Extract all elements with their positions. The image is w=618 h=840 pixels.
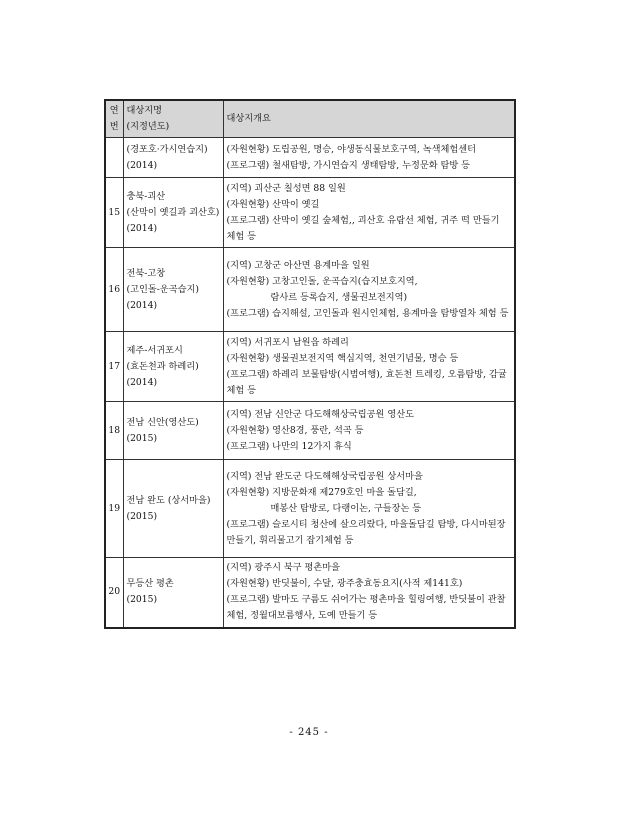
summary-line: (자원현황) 영산8경, 풍란, 석곡 등 xyxy=(226,424,364,436)
site-line: 무등산 평촌 xyxy=(126,578,174,590)
site-line: (고인돌-운곡습지) xyxy=(126,283,199,295)
summary-line: 람사르 등록습지, 생물권보전지역) xyxy=(270,291,408,303)
site-table xyxy=(104,99,516,629)
header-site-name xyxy=(123,100,223,138)
page-number: - 245 - xyxy=(289,727,329,738)
summary-cell xyxy=(223,402,515,460)
site-line: (경포호·가시연습지) xyxy=(126,143,208,155)
row-number: 19 xyxy=(105,460,123,558)
site-line: (산막이 옛길과 괴산호) xyxy=(126,206,220,218)
header-summary-label: 대상지개요 xyxy=(226,113,271,124)
row-number: 16 xyxy=(105,248,123,332)
site-line: (2014) xyxy=(126,299,158,311)
summary-line: 매봉산 탐방로, 다랭이논, 구들장논 등 xyxy=(270,502,422,514)
summary-line: (지역) 전남 완도군 다도해해상국립공원 상서마을 xyxy=(226,470,423,482)
summary-line: (지역) 전남 신안군 다도해해상국립공원 영산도 xyxy=(226,408,414,420)
site-line: 전남 완도 (상서마을) xyxy=(126,494,211,506)
summary-line: (자원현황) 산막이 옛길 xyxy=(226,198,320,210)
summary-line: (자원현황) 반딧불이, 수달, 광주충효동요지(사적 제141호) xyxy=(226,578,463,590)
site-line: (2015) xyxy=(126,510,158,522)
site-name-cell xyxy=(123,178,223,248)
summary-line: (자원현황) 지방문화재 제279호인 마을 돌담길, xyxy=(226,486,417,498)
summary-line: (프로그램) 산막이 옛길 숲체험,, 괴산호 유람선 체험, 귀주 떡 만들기 체험 등 xyxy=(226,214,500,242)
site-line: (효돈천과 하례리) xyxy=(126,360,199,372)
table-row xyxy=(105,558,515,628)
site-line: 제주-서귀포시 xyxy=(126,344,183,356)
table-row xyxy=(105,332,515,402)
table-header-row xyxy=(105,100,515,138)
summary-cell xyxy=(223,248,515,332)
header-number xyxy=(105,100,123,138)
summary-line: (지역) 괴산군 칠성면 88 일원 xyxy=(226,182,346,194)
header-site-line: 대상지명 xyxy=(126,105,163,116)
table-row xyxy=(105,248,515,332)
table-row xyxy=(105,402,515,460)
row-number: 17 xyxy=(105,332,123,402)
header-number-line: 번 xyxy=(109,121,119,132)
table-row xyxy=(105,138,515,178)
summary-cell xyxy=(223,558,515,628)
summary-line: (지역) 고창군 아산면 용계마을 일원 xyxy=(226,259,370,271)
summary-line: (프로그램) 나만의 12가지 휴식 xyxy=(226,440,352,452)
site-name-cell xyxy=(123,460,223,558)
site-line: (2015) xyxy=(126,432,158,444)
site-line: (2014) xyxy=(126,222,158,234)
header-summary xyxy=(223,100,515,138)
summary-cell xyxy=(223,178,515,248)
site-name-cell xyxy=(123,332,223,402)
site-line: 충북-괴산 xyxy=(126,190,166,202)
site-line: (2014) xyxy=(126,376,158,388)
summary-line: (자원현황) 고창고인돌, 운곡습지(습지보호지역, xyxy=(226,275,418,287)
site-name-cell xyxy=(123,402,223,460)
row-number: 15 xyxy=(105,178,123,248)
site-name-cell xyxy=(123,558,223,628)
summary-cell xyxy=(223,138,515,178)
site-line: (2015) xyxy=(126,594,158,606)
table-row xyxy=(105,460,515,558)
row-number: 20 xyxy=(105,558,123,628)
summary-line: (프로그램) 발마도 구름도 쉬어가는 평촌마을 힐링여행, 반딧불이 관찰체험, 정월대보름행사, 도예 만들기 등 xyxy=(226,594,506,622)
site-name-cell xyxy=(123,248,223,332)
site-line: 전북-고창 xyxy=(126,267,166,279)
row-number: 18 xyxy=(105,402,123,460)
site-line: 전남 신안(영산도) xyxy=(126,416,199,428)
summary-line: (지역) 광주시 북구 평촌마을 xyxy=(226,562,341,574)
row-number xyxy=(105,138,123,178)
summary-line: (자원현황) 도립공원, 명승, 야생동식물보호구역, 녹색체험센터 xyxy=(226,143,476,155)
summary-line: (프로그램) 하례리 보물탐방(시범여행), 효돈천 트레킹, 오름탐방, 감귤체험 등 xyxy=(226,368,507,396)
header-number-line: 연 xyxy=(109,105,119,116)
summary-line: (프로그램) 슬로시티 청산에 살으리랐다, 마을돌담길 탐방, 다시마된장 만들기, 휘리물고기 잡기체험 등 xyxy=(226,518,506,546)
summary-cell xyxy=(223,460,515,558)
header-site-line: (지정년도) xyxy=(126,121,170,132)
site-name-cell xyxy=(123,138,223,178)
summary-line: (프로그램) 철새탐방, 가시연습지 생태탐방, 누정문화 탐방 등 xyxy=(226,159,471,171)
site-line: (2014) xyxy=(126,159,158,171)
summary-line: (프로그램) 습지해설, 고인돌과 원시인체험, 용계마을 탐방열차 체험 등 xyxy=(226,307,509,319)
summary-cell xyxy=(223,332,515,402)
summary-line: (자원현황) 생물권보전지역 핵심지역, 천연기념물, 명승 등 xyxy=(226,352,459,364)
table-row xyxy=(105,178,515,248)
summary-line: (지역) 서귀포시 남원읍 하례리 xyxy=(226,336,349,348)
